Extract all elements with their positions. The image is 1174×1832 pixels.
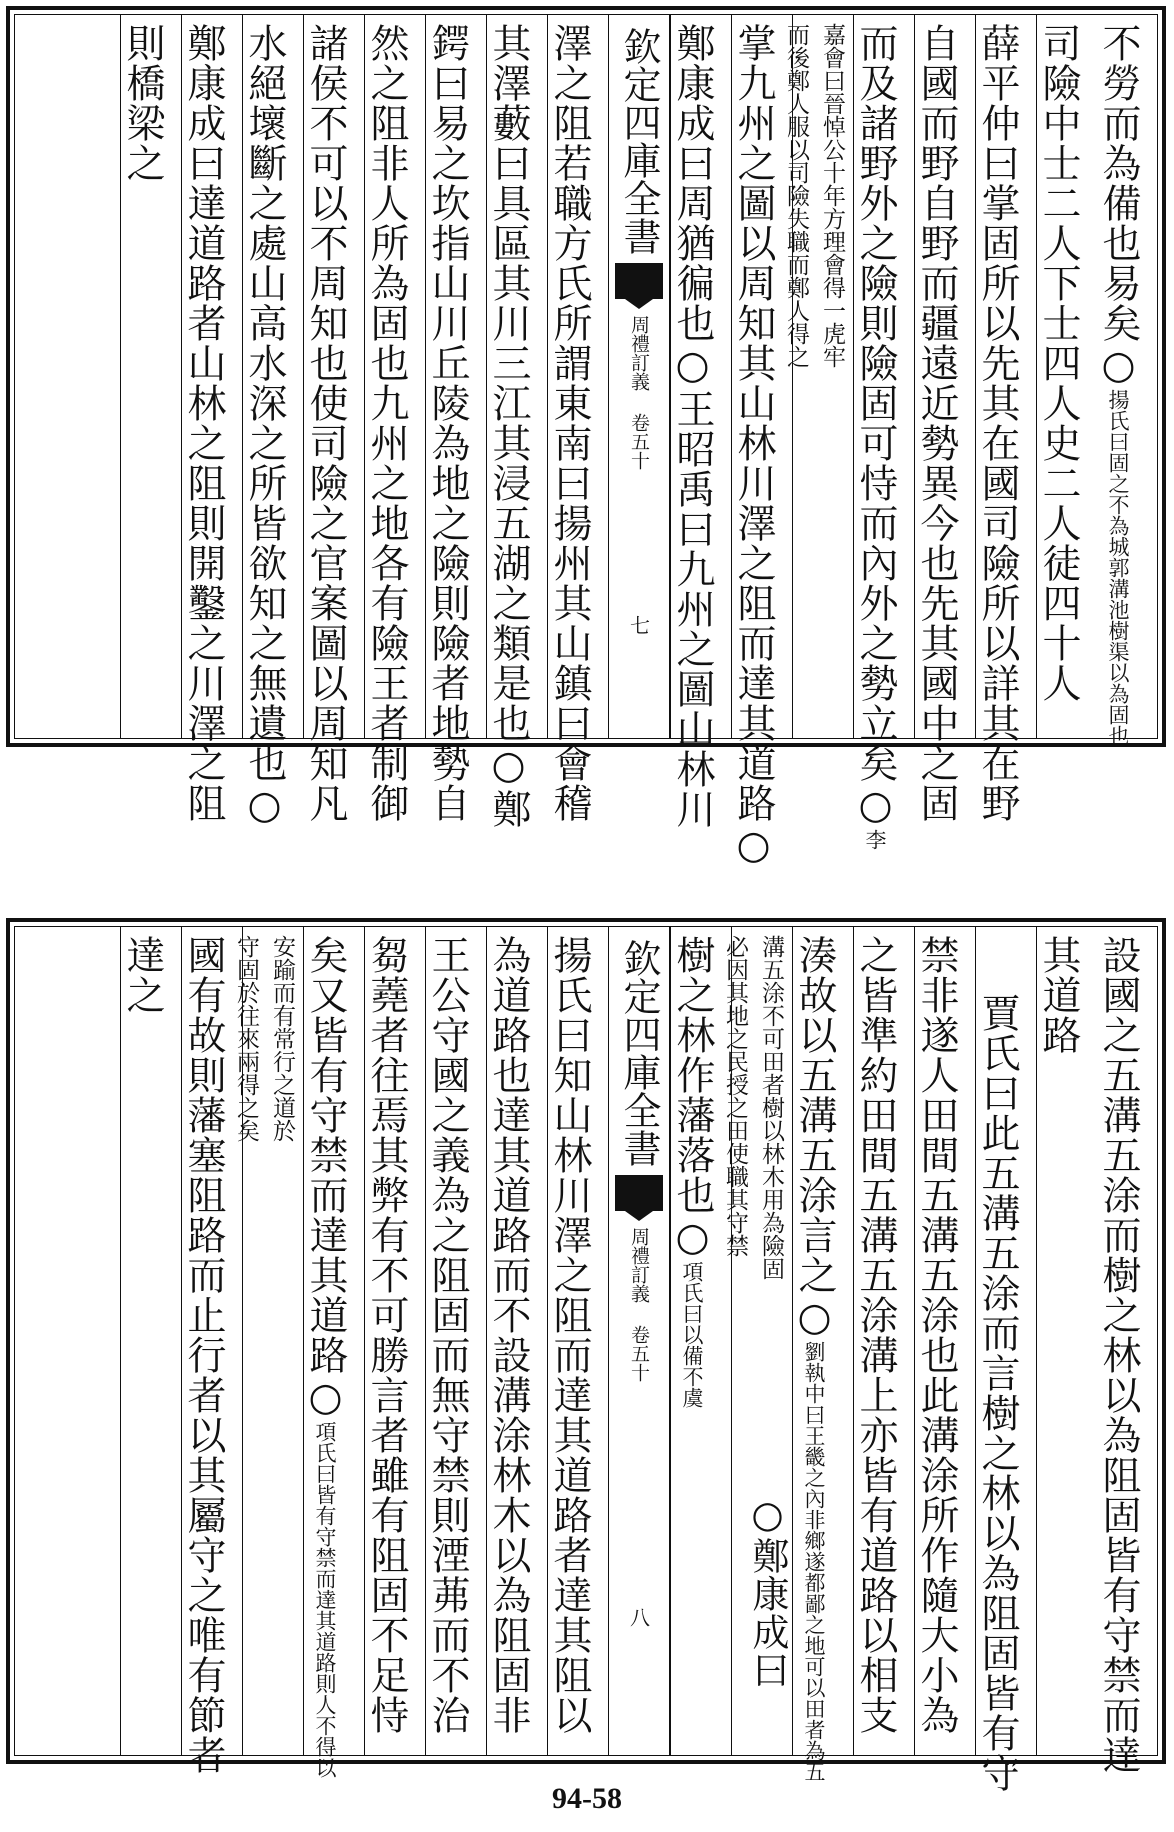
top-page-frame xyxy=(14,14,1158,869)
column-text: 矣又皆有守禁而達其道路○ xyxy=(303,935,348,1421)
column-text: 掌九州之圖以周知其山林川澤之阻而達其道路○ xyxy=(731,23,776,869)
volume-info: 周禮訂義 卷五十 xyxy=(628,315,650,470)
text-column xyxy=(242,15,303,829)
column-text: 揚氏曰知山林川澤之阻而達其道路者達其阻以 xyxy=(547,935,592,1735)
text-column xyxy=(181,15,242,823)
annotation-note: 項氏曰以備不虞 xyxy=(680,1261,704,1408)
column-text: 司險中士二人下士四人史二人徒四十人 xyxy=(1036,23,1081,703)
fish-tail-mark xyxy=(615,263,663,299)
text-column xyxy=(486,927,547,1755)
top-page xyxy=(6,6,1166,869)
text-column xyxy=(364,927,425,1755)
text-column xyxy=(364,15,425,823)
annotation-column xyxy=(783,15,853,738)
column-text: 不勞而為備也易矣○ xyxy=(1096,23,1141,389)
column-text: 禁非遂人田間五溝五涂也此溝涂所作隨大小為 xyxy=(914,935,959,1735)
column-text: 其澤藪曰具區其川三江其浸五湖之類是也○鄭 xyxy=(486,23,531,829)
column-text: 鄭康成曰達道路者山林之阻則開鑿之川澤之阻 xyxy=(181,23,226,823)
column-text: 樹之林作藩落也○ xyxy=(670,935,715,1261)
text-column xyxy=(303,927,364,1778)
text-column xyxy=(120,15,181,738)
text-column xyxy=(547,927,608,1755)
annotation-column xyxy=(233,927,303,1755)
annotation-note: 守固於往來兩得之矣 xyxy=(233,935,259,1142)
text-column xyxy=(792,927,853,1782)
text-column xyxy=(1096,15,1157,746)
text-column xyxy=(975,927,1036,1793)
text-column xyxy=(670,15,731,829)
folio-number: 八 xyxy=(626,1607,651,1627)
column-text: 為道路也達其道路而不設溝涂林木以為阻固非 xyxy=(486,935,531,1735)
text-column xyxy=(425,15,486,823)
text-column xyxy=(181,927,242,1775)
volume-info: 周禮訂義 卷五十 xyxy=(628,1227,650,1382)
text-column xyxy=(120,927,181,1755)
column-text: 達之 xyxy=(120,935,165,1015)
center-gutter xyxy=(608,15,670,738)
text-column xyxy=(547,15,608,823)
column-text: 安踰而有常行之道於 xyxy=(269,935,295,1142)
column-text: 鍔曰易之坎指山川丘陵為地之險則險者地勢自 xyxy=(425,23,470,823)
text-column xyxy=(303,15,364,823)
annotation-note: 揚氏曰固之不為城郭溝池樹渠以為固也 xyxy=(1106,389,1130,746)
column-text: 其道路 xyxy=(1036,935,1081,1055)
book-title: 欽定四庫全書 xyxy=(617,27,661,255)
text-column xyxy=(853,15,914,850)
page-footer-number: 94-58 xyxy=(552,1782,622,1815)
text-column xyxy=(1036,15,1097,738)
column-text: 芻蕘者往焉其弊有不可勝言者雖有阻固不足恃 xyxy=(364,935,409,1735)
column-text: 之皆準約田間五溝五涂溝上亦皆有道路以相支 xyxy=(853,935,898,1735)
fish-tail-mark xyxy=(615,1175,663,1211)
text-column xyxy=(1096,927,1157,1775)
text-column xyxy=(914,927,975,1755)
column-text: 而及諸野外之險則險固可恃而內外之勢立矣○ xyxy=(853,23,898,829)
bottom-page xyxy=(6,918,1166,1793)
annotation-note: 李 xyxy=(863,829,887,850)
column-text: 諸侯不可以不周知也使司險之官案圖以周知凡 xyxy=(303,23,348,823)
annotation-note: 必因其地之民授之田使職其守禁 xyxy=(722,935,748,1257)
text-column xyxy=(975,15,1036,823)
bottom-page-frame xyxy=(14,926,1158,1793)
column-text: 自國而野自野而疆遠近勢異今也先其國中之固 xyxy=(914,23,959,823)
center-gutter xyxy=(608,927,670,1755)
column-text: 然之阻非人所為固也九州之地各有險王者制御 xyxy=(364,23,409,823)
text-column xyxy=(425,927,486,1755)
text-column xyxy=(486,15,547,829)
annotation-tail: ○鄭康成曰 xyxy=(746,1493,789,1689)
text-column xyxy=(914,15,975,823)
column-text: 國有故則藩塞阻路而止行者以其屬守之唯有節者 xyxy=(181,935,226,1775)
column-text: 設國之五溝五涂而樹之林以為阻固皆有守禁而達 xyxy=(1096,935,1141,1775)
annotation-note: 劉執中曰王畿之內非鄉遂都鄙之地可以田者為五 xyxy=(802,1341,826,1782)
annotation-note: 項氏曰皆有守禁而達其道路則人不得以 xyxy=(313,1421,337,1778)
column-text: 賈氏曰此五溝五涂而言樹之林以為阻固皆有守 xyxy=(975,993,1020,1793)
column-text: 湊故以五溝五涂言之○ xyxy=(792,935,837,1341)
column-text: 嘉會曰晉悼公十年方理會得一虎牢 xyxy=(819,23,845,368)
annotation-note: 而後鄭人服以司險失職而鄭人得之 xyxy=(783,23,809,368)
column-text: 溝五涂不可田者樹以林木用為險固 xyxy=(758,935,784,1280)
column-text: 薛平仲曰掌固所以先其在國司險所以詳其在野 xyxy=(975,23,1020,823)
column-text: 水絕壞斷之處山高水深之所皆欲知之無遺也○ xyxy=(242,23,287,829)
column-text: 鄭康成曰周猶徧也○王昭禹曰九州之圖山林川 xyxy=(670,23,715,829)
column-text: 則橋梁之 xyxy=(120,23,165,183)
folio-number: 七 xyxy=(626,615,651,635)
text-column xyxy=(670,927,731,1755)
annotation-column xyxy=(722,927,792,1755)
column-text: 澤之阻若職方氏所謂東南曰揚州其山鎮曰會稽 xyxy=(547,23,592,823)
text-column xyxy=(853,927,914,1755)
book-title: 欽定四庫全書 xyxy=(617,939,661,1167)
text-column xyxy=(1036,927,1097,1755)
text-column xyxy=(731,15,792,869)
column-text: 王公守國之義為之阻固而無守禁則湮茀而不治 xyxy=(425,935,470,1735)
